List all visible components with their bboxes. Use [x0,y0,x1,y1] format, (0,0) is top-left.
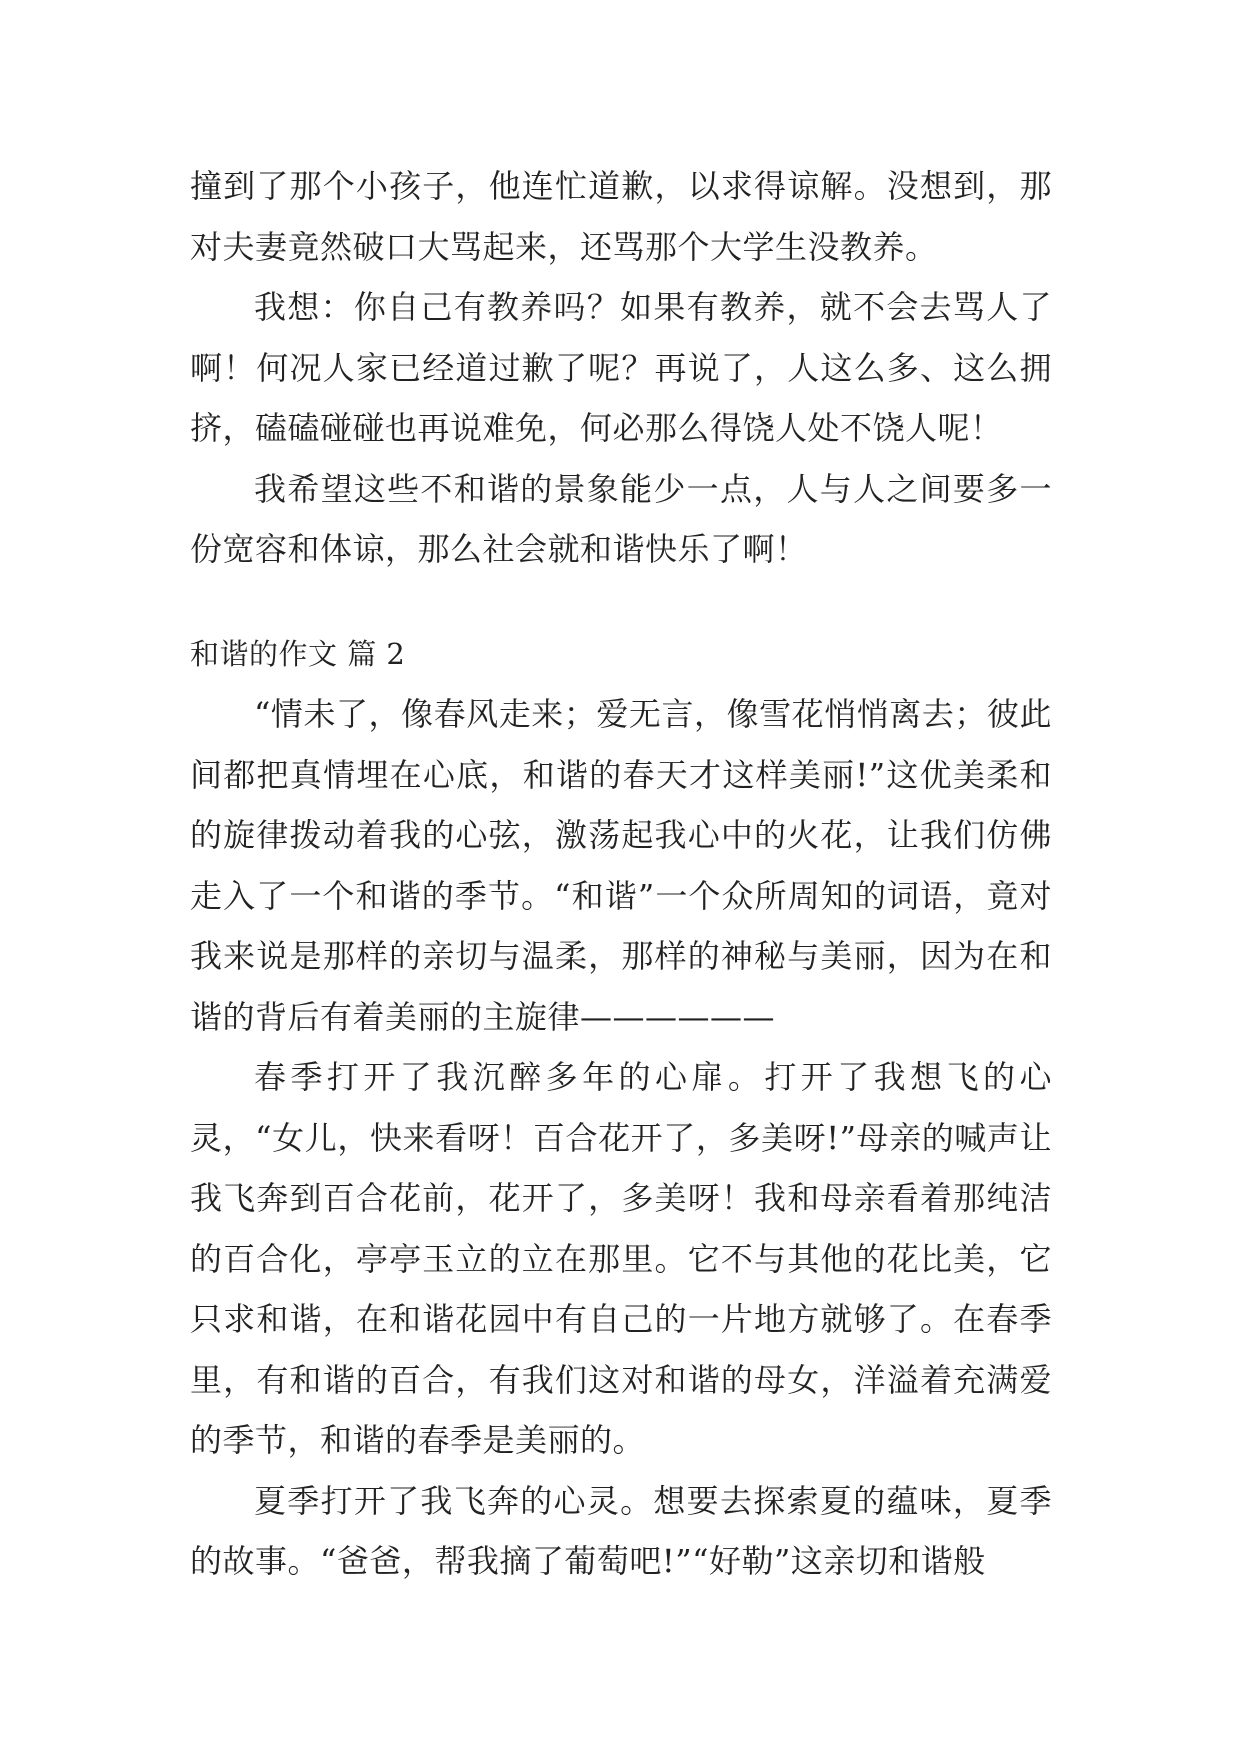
essay-body-part-1 [190,156,1052,580]
paragraph: 我希望这些不和谐的景象能少一点，人与人之间要多一份宽容和体谅，那么社会就和谐快乐了啊！ [190,469,1052,568]
paragraph: 春季打开了我沉醉多年的心扉。打开了我想飞的心灵，“女儿，快来看呀！百合花开了，多美呀!”母亲的喊声让我飞奔到百合花前，花开了，多美呀！我和母亲看着那纯洁的百合化，亭亭玉立的立在那里。它不与其他的花比美，它只求和谐，在和谐花园中有自己的一片地方就够了。在春季里，有和谐的百合，有我们这对和谐的母女，洋溢着充满爱的季节，和谐的春季是美丽的。 [190,1058,1052,1459]
essay-body-part-2 [190,684,1052,1592]
essay-heading: 和谐的作文 篇 2 [190,637,406,671]
paragraph: 夏季打开了我飞奔的心灵。想要去探索夏的蕴味，夏季的故事。“爸爸，帮我摘了葡萄吧!”“好勒”这亲切和谐般 [190,1481,1052,1580]
paragraph: 撞到了那个小孩子，他连忙道歉，以求得谅解。没想到，那对夫妻竟然破口大骂起来，还骂那个大学生没教养。 [190,167,1052,266]
paragraph: “情未了，像春风走来；爱无言，像雪花悄悄离去；彼此间都把真情埋在心底，和谐的春天才这样美丽!”这优美柔和的旋律拨动着我的心弦，激荡起我心中的火花，让我们仿佛走入了一个和谐的季节。“和谐”一个众所周知的词语，竟对我来说是那样的亲切与温柔，那样的神秘与美丽，因为在和谐的背后有着美丽的主旋律—————— [190,695,1052,1036]
paragraph: 我想：你自己有教养吗？如果有教养，就不会去骂人了啊！何况人家已经道过歉了呢？再说了，人这么多、这么拥挤，磕磕碰碰也再说难免，何必那么得饶人处不饶人呢！ [190,288,1052,447]
